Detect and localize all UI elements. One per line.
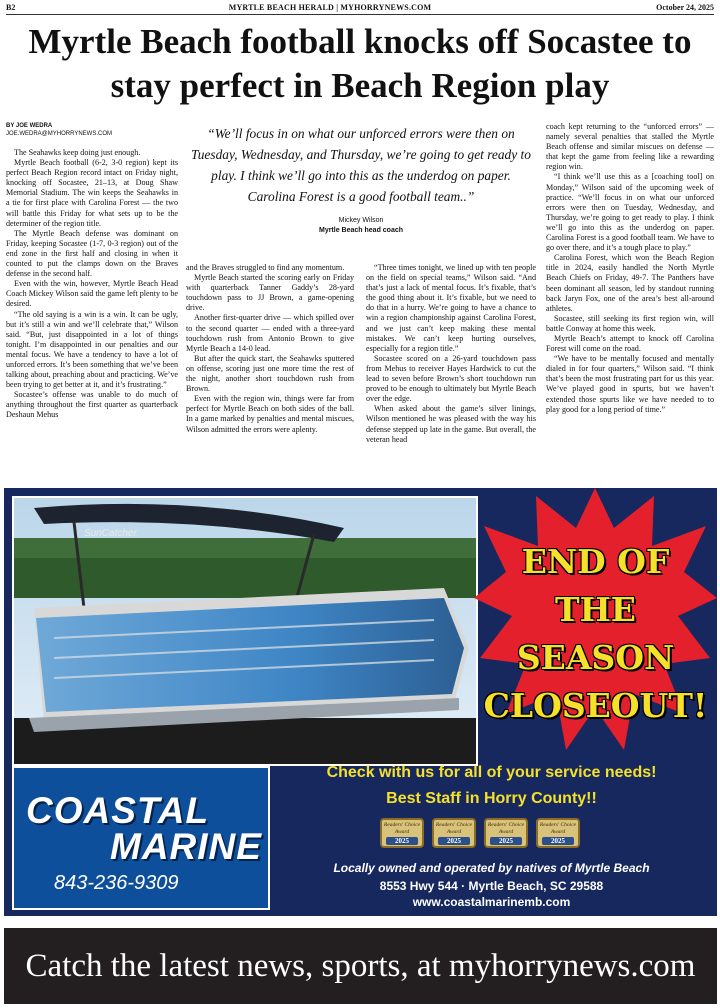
article-column-1 (6, 122, 178, 421)
article-paragraph: and the Braves struggled to find any momentum. (186, 263, 345, 272)
local-ownership-line: Locally owned and operated by natives of Myrtle Beach (333, 861, 650, 875)
article-paragraph: But after the quick start, the Seahawks sputtered on offense, scoring just one more time the rest of the night, another short touchdown rush from Brown. (186, 353, 354, 394)
service-tagline: Check with us for all of your service needs! (326, 764, 657, 781)
article-paragraph: Even with the region win, things were far from perfect for Myrtle Beach on both sides of the ball. In a game marked by penalties and mental miscues, Wilson admitted the errors were aplenty. (186, 394, 354, 434)
article-paragraph: Carolina Forest, which won the Beach Region title in 2024, easily handled the North Myrtle Beach Chiefs on Friday, 49-7. The Panthers have been dominant all season, led by standout running back Jaryn Fox, one of the area’s best all-around athletes. (546, 253, 714, 313)
coastal-marine-logo (12, 766, 270, 910)
issue-date: October 24, 2025 (656, 2, 714, 12)
footer-banner[interactable]: Catch the latest news, sports, at myhorrynews.com (4, 928, 717, 1004)
article-paragraph: Myrtle Beach started the scoring early on Friday with quarterback Tanner Gaddy’s 28-yard touchdown pass to JJ Brown, a game-opening drive. (186, 273, 354, 313)
logo-word-marine: MARINE (110, 826, 262, 867)
pull-quote-name: Mickey Wilson (338, 217, 384, 224)
pull-quote-role: Myrtle Beach head coach (318, 227, 404, 234)
article-paragraph: “The old saying is a win is a win. It can be ugly, but it’s still a win and we’ll celebrate that,” Wilson said. “But, just disappointed in a lot of things tonight. I’m disappointed in our penalties and our mental focus. We have a tendency to have a lot of unforced errors. It’s been something that we’ve been talking about, preaching about and practicing. We’ve been trying to get better at it, and it’s frustrating.” (6, 309, 178, 390)
pull-quote-attribution (186, 216, 536, 236)
byline-author: BY JOE WEDRA (6, 123, 53, 129)
article-paragraph: Socastee’s offense was unable to do much of anything throughout the first quarter as quarterback Deshaun Mehus (6, 390, 178, 420)
logo-word-coastal: COASTAL (26, 790, 210, 831)
readers-choice-badge: Readers' Choice Award 2025 (536, 818, 580, 848)
pull-quote: “We’ll focus in on what our unforced errors were then on Tuesday, Wednesday, and Thursday, we’re going to get ready to play. I think we’ll go into this as the underdog on paper. Carolina Forest is a good football team..” (191, 126, 531, 204)
header-rule (6, 14, 714, 15)
readers-choice-badge: Readers' Choice Award 2025 (432, 818, 476, 848)
readers-choice-badge: Readers' Choice Award 2025 (484, 818, 528, 848)
article-paragraph: “Three times tonight, we lined up with ten people on the field on special teams,” Wilson said. “And that’s just a lack of mental focus. It’s fixable, that’s the good thing about it. It’s fixable, but we need to do that in a hurry. We’re going to have a chance to win a region championship against Carolina Forest, and we just can’t keep making these mental mistakes. We can’t keep hurting ourselves, especially for a region title.” (366, 263, 536, 353)
article-paragraph: When asked about the game’s silver linings, Wilson mentioned he was pleased with the way his defense stepped up late in the game. But overall, the veteran head (366, 404, 536, 444)
article-paragraph: Myrtle Beach’s attempt to knock off Carolina Forest will come on the road. (546, 333, 714, 354)
article-paragraph: The Seahawks keep doing just enough. (14, 148, 141, 157)
pontoon-boat-photo (12, 496, 478, 766)
closeout-headline (474, 538, 717, 730)
readers-choice-badge: Readers' Choice Award 2025 (380, 818, 424, 848)
page-number: B2 (6, 2, 16, 12)
article-paragraph: “We have to be mentally focused and mentally dialed in for four quarters,” Wilson said. “I think that’s been the most frustrating part for us this year. We’ve played good in spurts, but we haven’t extended those spurts like we have needed to to play good for a long period of time.” (546, 354, 714, 414)
article-paragraph: The Myrtle Beach defense was dominant on Friday, keeping Socastee (1-7, 0-3 region) out of the end zone in the first half and closing in when it counted to put the clamps down on the Braves defense in the second half. (6, 228, 178, 279)
coastal-marine-advertisement[interactable] (4, 488, 717, 916)
staff-tagline: Best Staff in Horry County!! (386, 790, 597, 807)
article-headline: Myrtle Beach football knocks off Socastee to stay perfect in Beach Region play (28, 22, 692, 105)
article-paragraph: Another first-quarter drive — which spilled over to the second quarter — ended with a three-yard touchdown rush from Antonio Brown to give Myrtle Beach a 14-0 lead. (186, 313, 354, 353)
page-header (6, 0, 714, 14)
boat-brand-text: SunCatcher (84, 528, 137, 539)
ad-phone-number[interactable]: 843-236-9309 (54, 872, 179, 894)
masthead-link[interactable]: MYRTLE BEACH HERALD | MYHORRYNEWS.COM (228, 2, 432, 12)
article-column-2 (186, 263, 354, 435)
article-paragraph: Myrtle Beach football (6-2, 3-0 region) kept its perfect Beach Region record intact on Friday night, knocking off Socastee, 21–13, at Doug Shaw Memorial Stadium. The win keeps the Seahawks in a tie for first place with Carolina Forest — the two will battle this Friday for what sets up to be the determiner of the region title. (6, 158, 178, 228)
ad-website-link[interactable]: www.coastalmarinemb.com (412, 895, 571, 909)
byline (6, 122, 178, 138)
byline-email[interactable]: JOE.WEDRA@MYHORRYNEWS.COM (6, 131, 112, 137)
article-paragraph: “I think we’ll use this as a [coaching tool] on Monday,” Wilson said of the upcoming week of practice. “We’ll focus in on what our unforced errors were then on Tuesday, Wednesday, and Thursday, we’re going to get ready to play. I think we’ll go into this as the underdog on paper. Carolina Forest is a good football team. We have to go over there, and it’s a tough place to play.” (546, 172, 714, 253)
article-paragraph: Even with the win, however, Myrtle Beach Head Coach Mickey Wilson said the game left plenty to be desired. (6, 279, 178, 309)
article-column-3 (366, 263, 536, 445)
article-paragraph: Socastee, still seeking its first region win, will battle Conway at home this week. (546, 313, 714, 333)
article-paragraph: Socastee scored on a 26-yard touchdown pass from Mehus to receiver Hayes Hardwick to cut the lead to seven before Brown’s short touchdown run proved to be enough to ultimately but Myrtle Beach over the edge. (366, 353, 536, 404)
boat-illustration (14, 498, 476, 764)
closeout-line-1: END OF (521, 542, 670, 581)
closeout-line-2: THE SEASON (516, 590, 675, 677)
article-column-4 (546, 122, 714, 415)
award-badges (380, 818, 580, 848)
ad-address: 8553 Hwy 544 · Myrtle Beach, SC 29588 (379, 879, 604, 893)
article-paragraph: coach kept returning to the “unforced errors” — namely several penalties that stalled the Myrtle Beach offense and similar miscues on defense — that kept the game from feeling like a rewarding region win. (546, 122, 714, 172)
closeout-line-3: CLOSEOUT! (483, 686, 708, 725)
